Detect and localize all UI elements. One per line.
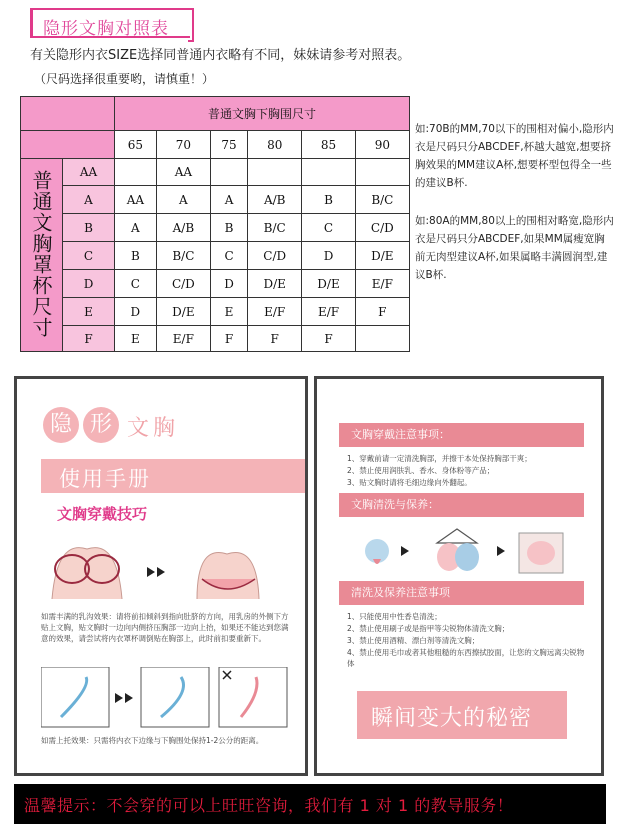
size-cell: D/E (302, 270, 355, 298)
cup-label: F (63, 326, 115, 352)
intro-note: （尺码选择很重要哟，请慎重！） (34, 72, 215, 86)
size-cell: B (302, 186, 355, 214)
size-cell: D (302, 242, 355, 270)
wear-notes-header: 文胸穿戴注意事项： (339, 423, 584, 447)
size-cell: C/D (156, 270, 210, 298)
cup-label: D (63, 270, 115, 298)
wash-header: 文胸清洗与保养： (339, 493, 584, 517)
intro-text: 有关隐形内衣SIZE选择同普通内衣略有不同，妹妹请参考对照表。 (30, 48, 411, 63)
size-cell (302, 159, 355, 186)
brand-char: 文 (127, 416, 150, 441)
wear-item: 2、禁止使用润肤乳、香水、身体粉等产品； (347, 466, 495, 475)
size-cell: B (115, 242, 157, 270)
size-cell: E (211, 298, 248, 326)
size-chart-table (20, 96, 410, 352)
page-title: 隐形文胸对照表 (43, 19, 169, 39)
cross-icon (223, 671, 231, 679)
care-panel (314, 376, 604, 776)
arrow-right-icon (115, 693, 123, 703)
size-cell: F (355, 298, 409, 326)
brand-char-circle: 形 (83, 407, 119, 443)
sizing-note-2: 如:80A的MM,80以上的围相对略宽,隐形内衣是尺码只分ABCDEF,如果MM属瘦宽胸前无肉型建议A杯,如果属略丰满圆润型,建议B杯. (415, 215, 614, 281)
cup-label: AA (63, 159, 115, 186)
manual-banner (41, 459, 305, 493)
secret-text: 瞬间变大的秘密 (371, 706, 533, 731)
cup-label: B (63, 214, 115, 242)
size-cell: D/E (248, 270, 302, 298)
band-label: 65 (115, 131, 157, 159)
band-label: 80 (248, 131, 302, 159)
tips-title: 文胸穿戴技巧 (57, 505, 148, 523)
size-cell: B/C (156, 242, 210, 270)
bra-cup-icon (52, 548, 122, 599)
lift-illustration (41, 667, 291, 729)
size-cell: D/E (156, 298, 210, 326)
size-cell (211, 159, 248, 186)
clean-notes-header: 清洗及保养注意事项 (339, 581, 584, 605)
size-cell: B/C (355, 186, 409, 214)
size-cell: E/F (355, 270, 409, 298)
wearing-illustration (47, 529, 287, 609)
size-cell: C/D (248, 242, 302, 270)
size-cell: C (302, 214, 355, 242)
size-cell: F (211, 326, 248, 352)
clean-item: 3、禁止使用酒精、漂白剂等清洗文胸； (347, 636, 480, 645)
cup-label: A (63, 186, 115, 214)
title-frame (30, 8, 190, 38)
wear-item: 1、穿戴前请一定清洗胸部，并擦干本处保持胸部干爽； (347, 454, 532, 463)
cleavage-icon (197, 552, 259, 599)
band-label: 85 (302, 131, 355, 159)
band-label: 70 (156, 131, 210, 159)
size-cell (115, 159, 157, 186)
band-title: 普通文胸下胸围尺寸 (115, 97, 410, 131)
size-cell: A (156, 186, 210, 214)
size-cell: A (211, 186, 248, 214)
band-label: 75 (211, 131, 248, 159)
sizing-note-1: 如:70B的MM,70以下的围相对偏小,隐形内衣是尺码只分ABCDEF,杯越大越宽,想要挤胸效果的MM建议A杯,想要杯型包得全一些的建议B杯. (415, 123, 614, 189)
size-cell: E/F (248, 298, 302, 326)
band-label: 90 (355, 131, 409, 159)
size-cell: E/F (156, 326, 210, 352)
brand-char-circle: 隐 (43, 407, 79, 443)
secret-banner (357, 691, 567, 739)
footer-banner (14, 784, 606, 824)
size-cell: C (211, 242, 248, 270)
cup-label: E (63, 298, 115, 326)
size-cell: D (115, 298, 157, 326)
size-cell: AA (115, 186, 157, 214)
water-drop-icon (365, 539, 389, 564)
size-cell: E/F (302, 298, 355, 326)
size-cell: D/E (355, 242, 409, 270)
size-cell: B (211, 214, 248, 242)
manual-panel (14, 376, 308, 776)
tip-text-1: 如需丰满的乳沟效果：请将前扣倾斜到指向肚脐的方向，用乳房的外侧下方贴上文胸，贴文胸时一边向内侧挤压胸部一边向上抬，如果还不能达到您满意的效果，请尝试将内衣罩杯调倒贴在胸部上，此时前扣要重新下。 (41, 612, 289, 643)
size-cell: E (115, 326, 157, 352)
table-corner (21, 97, 115, 131)
arrow-right-icon (147, 567, 165, 577)
size-cell (355, 159, 409, 186)
tip-text-2: 如需上托效果：只需将内衣下边缘与下胸围处保持1-2公分的距离。 (41, 736, 264, 745)
size-cell: AA (156, 159, 210, 186)
wear-item: 3、贴文胸时请将毛细边缘向外翻起。 (347, 478, 472, 487)
manual-subtitle: 使用手册 (59, 467, 151, 491)
brand-char: 胸 (153, 416, 176, 441)
clean-item: 4、禁止使用毛巾或者其他粗糙的东西擦拭胶面，让您的文胸远离尖锐物体 (347, 648, 585, 668)
storage-box-icon (519, 533, 563, 573)
cup-title: 普通文胸罩杯尺寸 (29, 169, 53, 338)
size-cell: B/C (248, 214, 302, 242)
size-cell: A/B (248, 186, 302, 214)
size-cell (248, 159, 302, 186)
size-cell: C (115, 270, 157, 298)
size-cell: F (302, 326, 355, 352)
size-cell: A/B (156, 214, 210, 242)
size-cell: D (211, 270, 248, 298)
table-corner-lower (21, 131, 115, 159)
clean-item: 2、禁止使用刷子或是指甲等尖锐物体清洗文胸； (347, 624, 510, 633)
footer-text: 温馨提示：不会穿的可以上旺旺咨询，我们有 1 对 1 的教导服务！ (24, 796, 514, 815)
washing-illustration (357, 521, 577, 581)
size-cell (355, 326, 409, 352)
hanger-icon (437, 529, 479, 571)
size-cell: F (248, 326, 302, 352)
cup-label: C (63, 242, 115, 270)
cup-title-cell (21, 159, 63, 352)
size-cell: A (115, 214, 157, 242)
size-cell: C/D (355, 214, 409, 242)
clean-item: 1、只能使用中性香皂清洗； (347, 612, 442, 621)
